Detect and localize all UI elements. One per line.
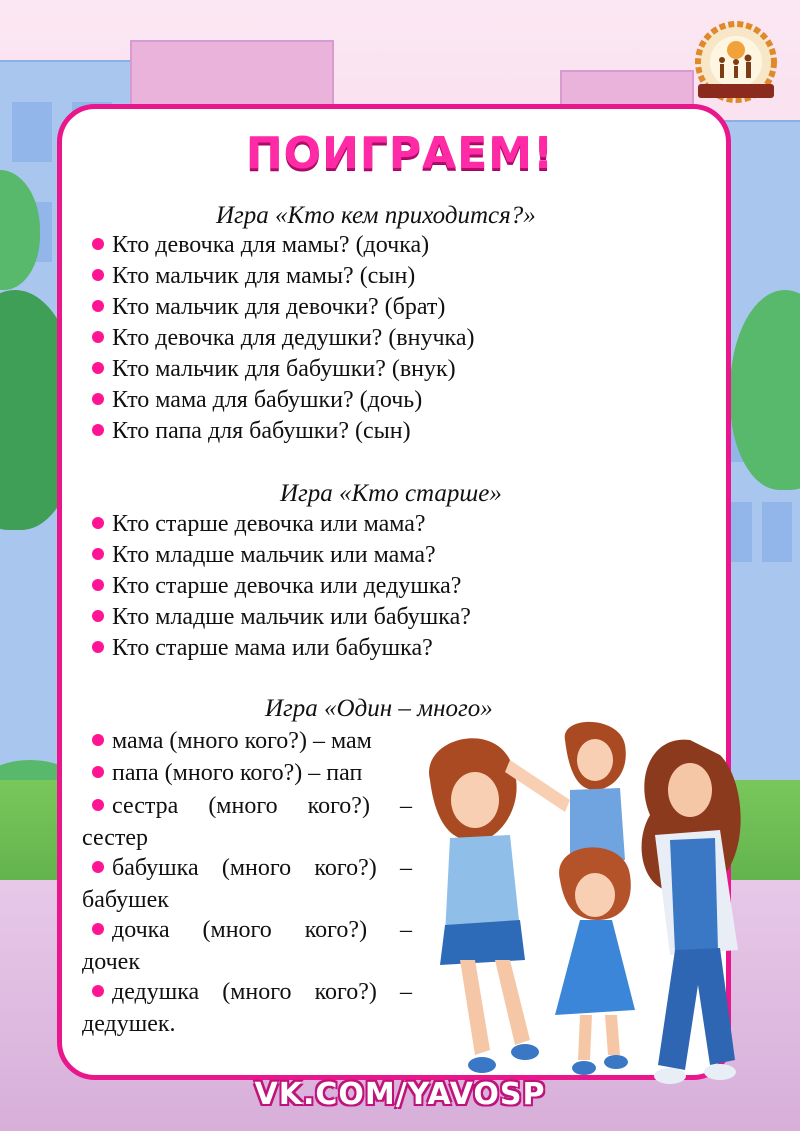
bullet-dot	[92, 734, 104, 746]
list-item: Кто младше мальчик или мама?	[92, 542, 436, 569]
game-3-title: Игра «Один – много»	[265, 695, 493, 722]
bullet-dot	[92, 579, 104, 591]
bullet-dot	[92, 331, 104, 343]
list-item: Кто мальчик для мамы? (сын)	[92, 263, 415, 290]
bullet-dot	[92, 238, 104, 250]
list-item: бабушка (много кого?) – бабушек	[82, 855, 412, 913]
bullet-dot	[92, 923, 104, 935]
list-item: дедушка (много кого?) – дедушек.	[82, 979, 412, 1037]
list-item: Кто старше девочка или дедушка?	[92, 573, 461, 600]
bullet-dot	[92, 610, 104, 622]
game-1-title: Игра «Кто кем приходится?»	[216, 202, 536, 229]
bullet-dot	[92, 393, 104, 405]
list-item: Кто девочка для мамы? (дочка)	[92, 232, 429, 259]
list-item: Кто папа для бабушки? (сын)	[92, 418, 411, 445]
bullet-dot	[92, 424, 104, 436]
list-item: Кто старше мама или бабушка?	[92, 635, 433, 662]
list-item: Кто девочка для дедушки? (внучка)	[92, 325, 475, 352]
girl-figure-small	[555, 847, 635, 1075]
list-item: дочка (много кого?) – дочек	[82, 917, 412, 975]
bullet-dot	[92, 300, 104, 312]
bullet-dot	[92, 517, 104, 529]
list-item: Кто младше мальчик или бабушка?	[92, 604, 471, 631]
bullet-dot	[92, 362, 104, 374]
list-item: Кто старше девочка или мама?	[92, 511, 426, 538]
girl-figure-left	[429, 738, 539, 1073]
footer-link[interactable]: VK.COM/YAVOSP	[254, 1077, 546, 1112]
bullet-dot	[92, 861, 104, 873]
list-item: папа (много кого?) – пап	[92, 760, 362, 787]
bullet-dot	[92, 799, 104, 811]
bullet-dot	[92, 985, 104, 997]
list-item: Кто мальчик для девочки? (брат)	[92, 294, 445, 321]
bullet-dot	[92, 548, 104, 560]
game-2-title: Игра «Кто старше»	[280, 480, 502, 507]
bullet-dot	[92, 641, 104, 653]
list-item: мама (много кого?) – мам	[92, 728, 372, 755]
list-item: Кто мама для бабушки? (дочь)	[92, 387, 422, 414]
page-title: ПОИГРАЕМ!	[245, 128, 555, 179]
list-item: сестра (много кого?) – сестер	[82, 793, 412, 851]
logo-badge	[692, 20, 780, 108]
girl-figure-middle	[505, 722, 626, 862]
mother-figure	[642, 740, 741, 1084]
bullet-dot	[92, 766, 104, 778]
list-item: Кто мальчик для бабушки? (внук)	[92, 356, 456, 383]
family-illustration	[420, 720, 780, 1100]
bullet-dot	[92, 269, 104, 281]
